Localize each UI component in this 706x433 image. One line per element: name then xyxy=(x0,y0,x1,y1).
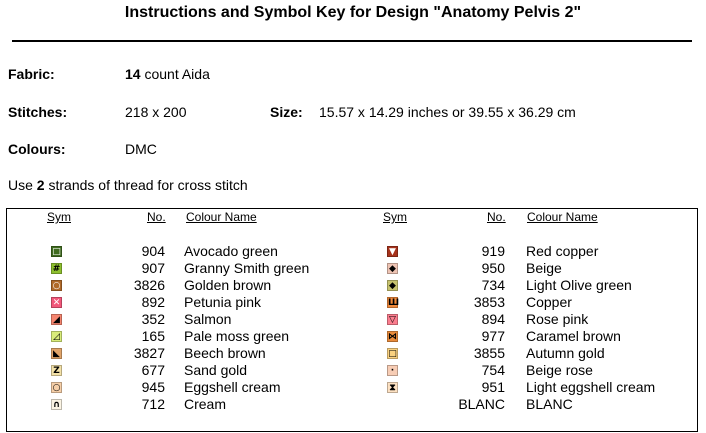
left-swatch-icon: Z xyxy=(51,365,62,376)
right-dmc-number: 734 xyxy=(481,277,505,293)
left-colour-name: Petunia pink xyxy=(184,294,262,310)
left-colour-name: Eggshell cream xyxy=(184,379,281,395)
right-swatch-icon: ▼ xyxy=(387,246,398,257)
right-swatch-icon: ⋈ xyxy=(388,332,397,342)
left-dmc-number: 677 xyxy=(141,362,165,378)
left-dmc-number: 165 xyxy=(141,328,165,344)
right-swatch-icon: · xyxy=(387,365,398,376)
right-colour-name: Rose pink xyxy=(526,311,589,327)
right-dmc-number: 977 xyxy=(481,328,505,344)
title-divider xyxy=(12,40,692,42)
right-swatch-icon: □ xyxy=(388,349,397,359)
left-colour-name: Granny Smith green xyxy=(184,260,310,276)
left-dmc-number: 892 xyxy=(141,294,165,310)
right-dmc-number: BLANC xyxy=(458,396,505,412)
left-dmc-number: 904 xyxy=(141,243,165,259)
left-swatch-icon: ◢ xyxy=(51,314,62,325)
left-swatch-icon: ∩ xyxy=(52,400,61,410)
fabric-label: Fabric: xyxy=(8,66,55,82)
right-swatch-icon: Ш xyxy=(388,298,400,308)
left-colour-name: Avocado green xyxy=(184,243,278,259)
right-dmc-number: 754 xyxy=(481,362,505,378)
left-colour-name: Salmon xyxy=(184,311,232,327)
right-dmc-number: 950 xyxy=(481,260,505,276)
fabric-count: 14 xyxy=(125,66,141,82)
left-dmc-number: 3826 xyxy=(133,277,165,293)
right-colour-name: Light Olive green xyxy=(526,277,632,293)
stitches-label: Stitches: xyxy=(8,104,68,120)
note-pre: Use xyxy=(8,177,33,193)
left-dmc-number: 352 xyxy=(141,311,165,327)
left-dmc-number: 3827 xyxy=(133,345,165,361)
left-dmc-number: 712 xyxy=(141,396,165,412)
right-colour-name: Autumn gold xyxy=(526,345,605,361)
no-header-right: No. xyxy=(487,210,506,224)
colours-label: Colours: xyxy=(8,141,66,157)
stitches-value: 218 x 200 xyxy=(125,104,187,120)
left-colour-name: Beech brown xyxy=(184,345,266,361)
right-swatch-icon: ⧗ xyxy=(387,382,398,393)
right-colour-name: BLANC xyxy=(526,396,573,412)
strand-count: 2 xyxy=(36,177,45,193)
right-dmc-number: 951 xyxy=(481,379,505,395)
size-label: Size: xyxy=(270,104,303,120)
left-colour-name: Pale moss green xyxy=(184,328,290,344)
note-post: strands of thread for cross stitch xyxy=(48,177,248,193)
left-colour-name: Cream xyxy=(184,396,227,412)
left-swatch-icon: □ xyxy=(52,247,61,257)
right-swatch-icon: ◆ xyxy=(387,280,398,291)
right-dmc-number: 3855 xyxy=(473,345,505,361)
colours-value: DMC xyxy=(125,141,157,157)
size-value: 15.57 x 14.29 inches or 39.55 x 36.29 cm xyxy=(319,104,576,120)
left-swatch-icon: ○ xyxy=(52,281,61,291)
left-swatch-icon: ✕ xyxy=(52,298,61,308)
right-colour-name: Beige xyxy=(526,260,562,276)
right-dmc-number: 919 xyxy=(481,243,505,259)
right-colour-name: Beige rose xyxy=(526,362,593,378)
right-colour-name: Copper xyxy=(526,294,572,310)
right-colour-name: Light eggshell cream xyxy=(526,379,656,395)
thread-note xyxy=(8,177,248,193)
right-colour-name: Red copper xyxy=(526,243,599,259)
sym-header-left: Sym xyxy=(47,210,71,224)
colour-name-header-left: Colour Name xyxy=(186,210,257,224)
fabric-value xyxy=(125,66,210,82)
left-dmc-number: 907 xyxy=(141,260,165,276)
left-swatch-icon: ○ xyxy=(52,383,61,393)
right-dmc-number: 894 xyxy=(481,311,505,327)
sym-header-right: Sym xyxy=(383,210,407,224)
right-swatch-icon: ◆ xyxy=(387,263,398,274)
left-colour-name: Sand gold xyxy=(184,362,248,378)
left-swatch-icon: ◣ xyxy=(51,348,62,359)
right-colour-name: Caramel brown xyxy=(526,328,621,344)
colour-name-header-right: Colour Name xyxy=(527,210,598,224)
right-swatch-icon xyxy=(387,399,398,410)
left-swatch-icon: ◿ xyxy=(51,331,62,342)
right-dmc-number: 3853 xyxy=(473,294,505,310)
left-swatch-icon: # xyxy=(52,264,61,274)
left-colour-name: Golden brown xyxy=(184,277,272,293)
no-header-left: No. xyxy=(147,210,166,224)
page-title: Instructions and Symbol Key for Design "Anatomy Pelvis 2" xyxy=(124,4,582,21)
fabric-type: count Aida xyxy=(144,66,210,82)
left-dmc-number: 945 xyxy=(141,379,165,395)
right-swatch-icon: ▽ xyxy=(387,314,398,325)
